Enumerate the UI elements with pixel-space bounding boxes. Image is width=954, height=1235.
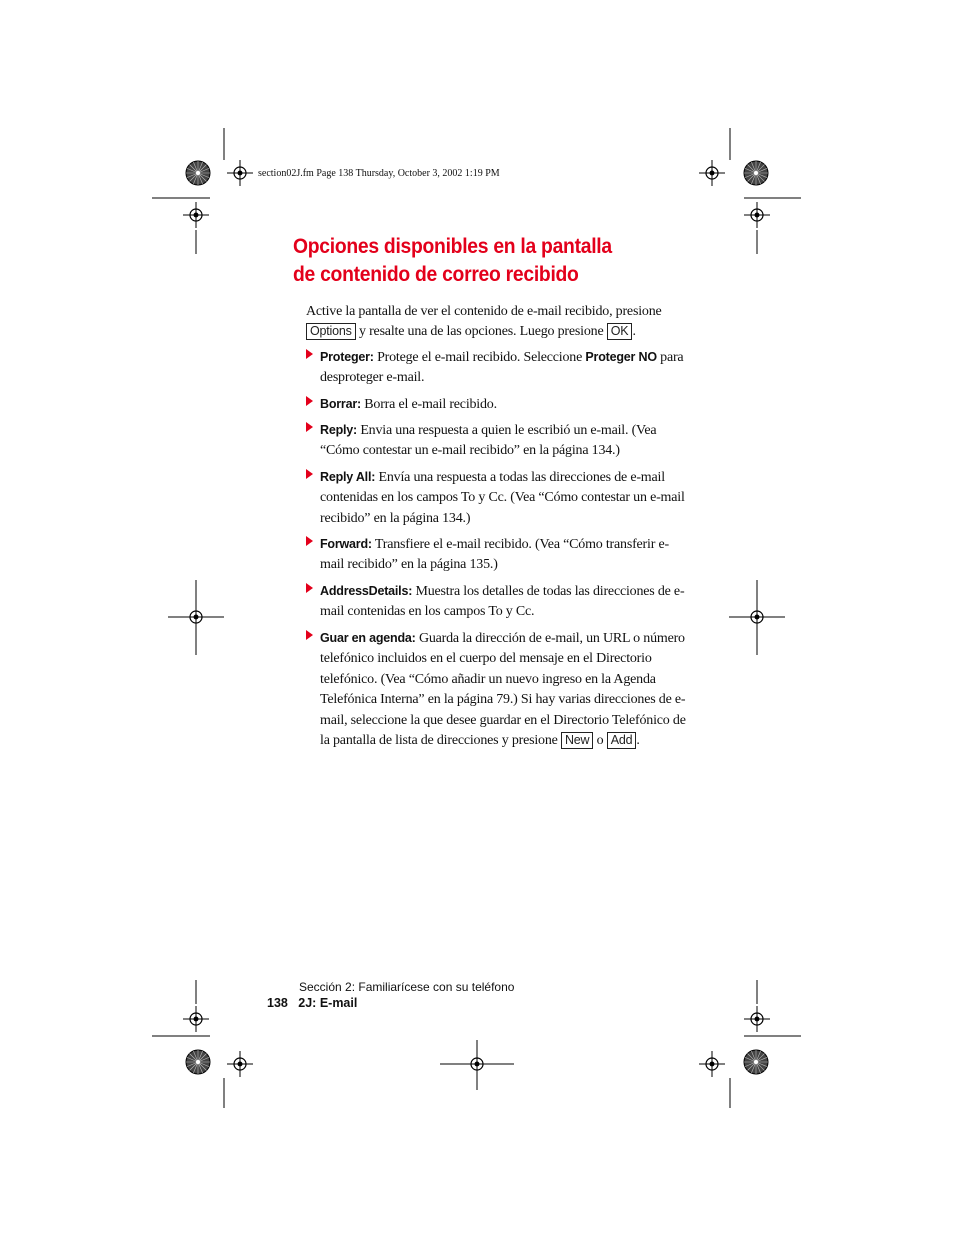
footer-section: Sección 2: Familiarícese con su teléfono (299, 980, 515, 994)
bullet-triangle-icon (306, 396, 313, 406)
item-text-mid: o (593, 733, 607, 749)
footer-page-line (267, 996, 357, 1010)
bullet-triangle-icon (306, 422, 313, 432)
intro-text-1: Active la pantalla de ver el contenido de e-mail recibido, presione (306, 304, 662, 319)
item-text: Guarda la dirección de e-mail, un URL o número telefónico incluidos en el cuerpo del mensaje en el Directorio telefónico. (Vea “Cómo añadir un nuevo ingreso en la Agenda Telefónica Interna” en la página 79.) Si hay varias direcciones de e-mail, seleccione la que desee guardar en el Directorio Telefónico de la pantalla de lista de direcciones y presione (320, 631, 686, 749)
bullet-triangle-icon (306, 630, 313, 640)
list-item-borrar (306, 394, 691, 415)
item-text: Envía una respuesta a todas las direcciones de e-mail contenidas en los campos To y Cc. (Vea “Cómo contestar un e-mail recibido” en la página 134.) (320, 470, 685, 526)
item-label: Proteger: (320, 350, 374, 364)
item-label: Reply: (320, 423, 358, 437)
bullet-triangle-icon (306, 536, 313, 546)
section-title (293, 233, 612, 289)
list-item-guar-en-agenda (306, 628, 691, 751)
bullet-triangle-icon (306, 349, 313, 359)
file-header-line: section02J.fm Page 138 Thursday, October 3, 2002 1:19 PM (258, 168, 500, 179)
bullet-triangle-icon (306, 469, 313, 479)
intro-paragraph (306, 302, 691, 343)
item-label: Forward: (320, 537, 372, 551)
item-label: AddressDetails: (320, 584, 413, 598)
item-label: Reply All: (320, 470, 376, 484)
intro-text-2: y resalte una de las opciones. Luego presione (355, 324, 607, 340)
item-text: Transfiere el e-mail recibido. (Vea “Cómo transferir e-mail recibido” en la página 135.) (320, 537, 669, 573)
intro-text-3: . (632, 324, 636, 340)
list-item-proteger (306, 347, 691, 389)
page-number: 138 (267, 996, 288, 1010)
item-text: Envia una respuesta a quien le escribió un e-mail. (Vea “Cómo contestar un e-mail recibido” en la página 134.) (320, 423, 657, 459)
list-item-reply (306, 420, 691, 462)
list-item-forward (306, 534, 691, 576)
options-key: Options (306, 323, 356, 340)
item-label: Borrar: (320, 397, 361, 411)
section-title-line-2: de contenido de correo recibido (293, 263, 579, 286)
item-label: Guar en agenda: (320, 631, 416, 645)
ok-key: OK (607, 323, 633, 340)
item-text: Protege el e-mail recibido. Seleccione (373, 350, 586, 365)
add-key: Add (607, 732, 637, 749)
list-item-reply-all (306, 467, 691, 529)
item-text-end: para desproteger e-mail. (320, 350, 684, 386)
item-text: Borra el e-mail recibido. (360, 397, 497, 412)
item-text-end: . (636, 733, 640, 749)
bullet-triangle-icon (306, 583, 313, 593)
new-key: New (561, 732, 593, 749)
list-item-address-details (306, 581, 691, 623)
section-title-line-1: Opciones disponibles en la pantalla (293, 235, 612, 258)
item-label-secondary: Proteger NO (585, 350, 657, 364)
item-text: Muestra los detalles de todas las direcciones de e-mail contenidas en los campos To y Cc. (320, 584, 685, 620)
footer-chapter: 2J: E-mail (298, 996, 358, 1010)
